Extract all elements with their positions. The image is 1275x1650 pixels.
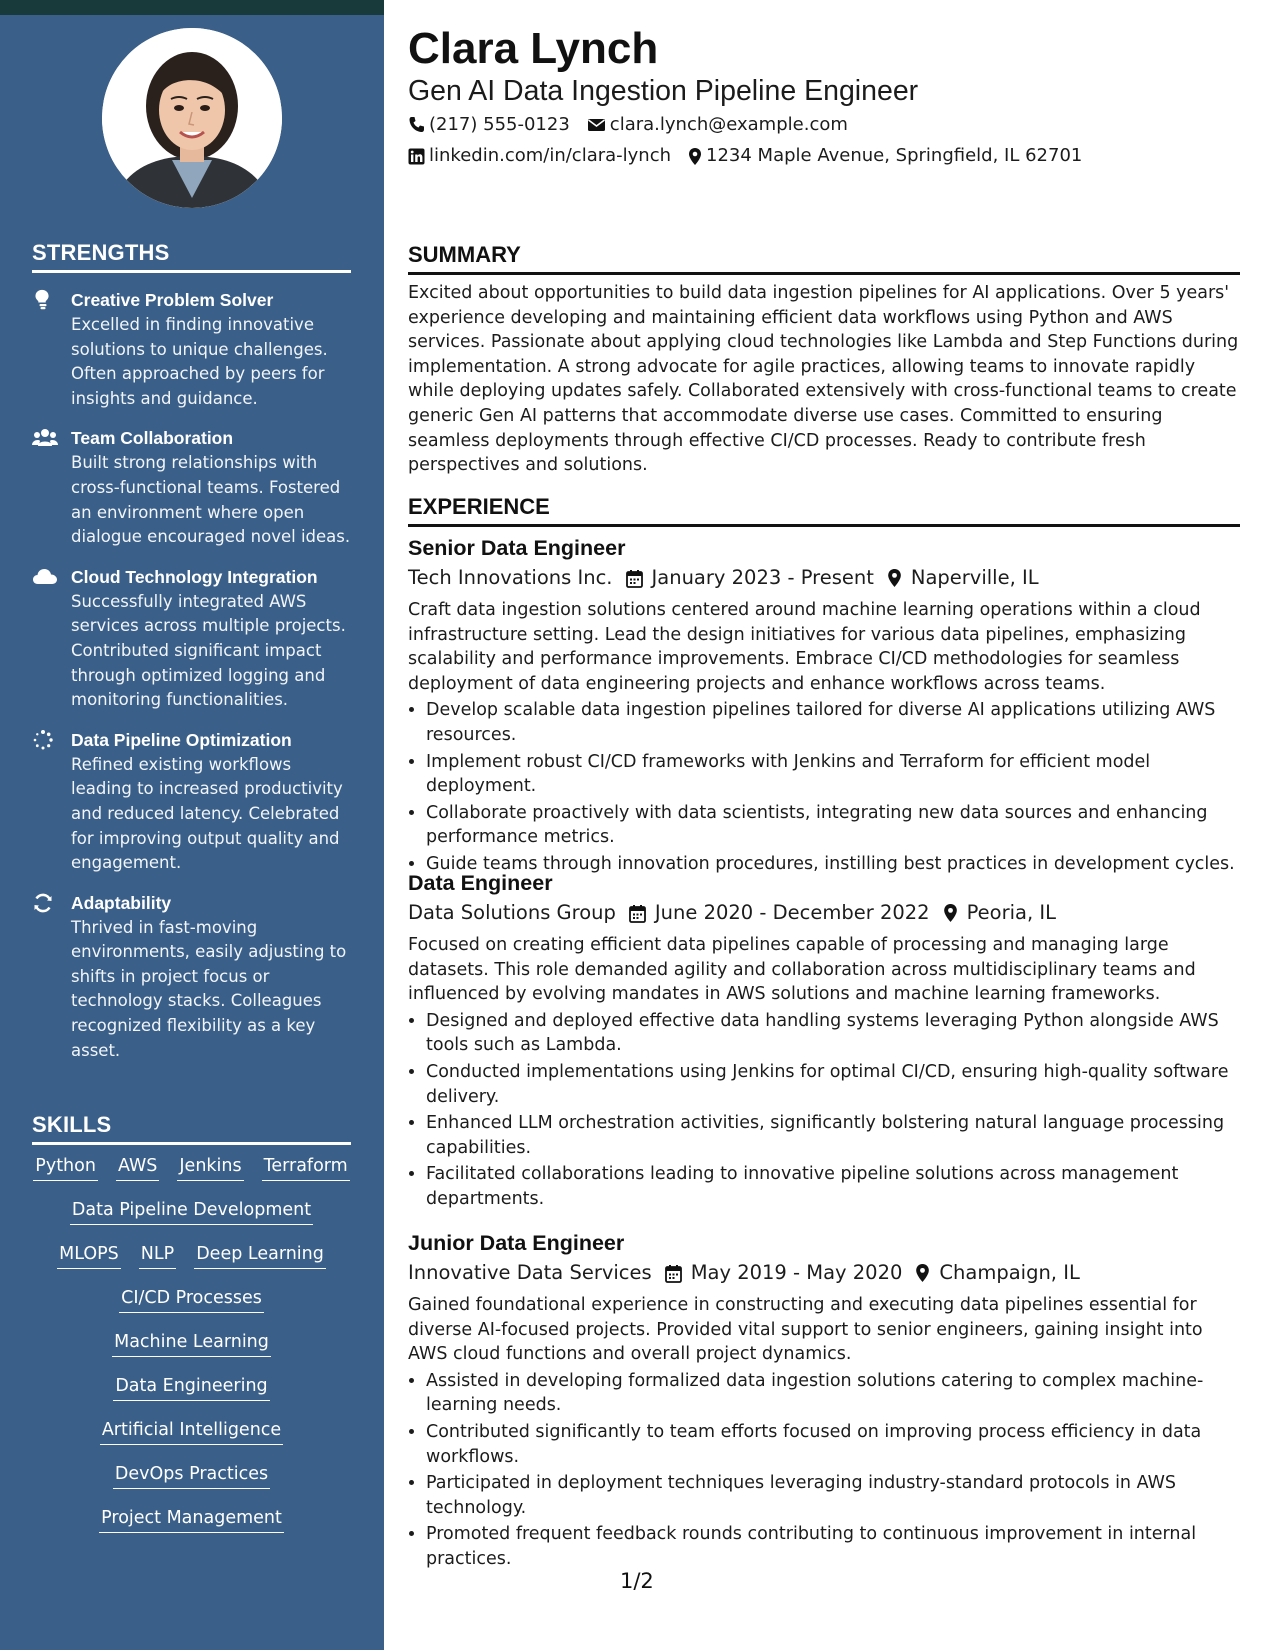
map-pin-icon bbox=[688, 147, 702, 166]
sidebar-top-bar bbox=[0, 0, 384, 15]
job-bullet: • Assisted in developing formalized data ingestion solutions catering to complex machine-learning needs. bbox=[426, 1369, 1240, 1418]
contact-row-2 bbox=[408, 143, 1099, 169]
contact-row bbox=[408, 112, 865, 138]
summary-text: Excited about opportunities to build data ingestion pipelines for AI applications. Over 5 years' experience developing and maintaining efficient data workflows using Python and AWS services. Passionate about applying cloud technologies like Lambda and Step Functions during implementation. A strong advocate for agile practices, allowing teams to innovate rapidly while deploying updates safely. Collaborated extensively with cross-functional teams to create generic Gen AI patterns that accommodate diverse use cases. Committed to ensuring seamless deployments through effective CI/CD processes. Ready to contribute fresh perspectives and solutions. bbox=[408, 283, 1239, 476]
strength-title: Creative Problem Solver bbox=[71, 290, 274, 310]
skill-tag: NLP bbox=[139, 1241, 176, 1269]
job-entry bbox=[408, 868, 1240, 1214]
job-role: Senior Data Engineer bbox=[408, 536, 626, 560]
spinner-icon bbox=[32, 729, 56, 751]
job-company bbox=[408, 898, 616, 928]
dates-text: January 2023 - Present bbox=[651, 566, 874, 589]
job-company bbox=[408, 1258, 652, 1288]
job-bullet: • Facilitated collaborations leading to innovative pipeline solutions across management departments. bbox=[426, 1162, 1240, 1211]
job-description: Gained foundational experience in constructing and executing data pipelines essential for diverse AI-focused projects. Provided vital support to senior engineers, gaining insight into AWS cloud functions and overall project dynamics. bbox=[408, 1295, 1203, 1365]
skill-tag: Terraform bbox=[262, 1153, 350, 1181]
job-bullet: • Contributed significantly to team efforts focused on improving process efficiency in data workflows. bbox=[426, 1420, 1240, 1469]
job-dates bbox=[629, 898, 930, 928]
strength-description: Excelled in finding innovative solutions to unique challenges. Often approached by peers for insights and guidance. bbox=[71, 315, 328, 408]
skill-tag: Artificial Intelligence bbox=[100, 1417, 283, 1445]
dates-text: June 2020 - December 2022 bbox=[654, 901, 930, 924]
phone-icon bbox=[408, 116, 425, 134]
job-bullet: • Promoted frequent feedback rounds contributing to continuous improvement in internal practices. bbox=[426, 1522, 1240, 1571]
job-bullet: • Enhanced LLM orchestration activities, significantly bolstering natural language processing capabilities. bbox=[426, 1111, 1240, 1160]
company-text: Data Solutions Group bbox=[408, 901, 616, 924]
phone-text: (217) 555-0123 bbox=[429, 114, 570, 135]
cloud-icon bbox=[32, 566, 56, 588]
strength-description: Refined existing workflows leading to increased productivity and reduced latency. Celebrated for improving output quality and engagement. bbox=[71, 754, 343, 873]
calendar-icon bbox=[626, 569, 643, 588]
calendar-icon bbox=[665, 1264, 682, 1283]
strength-item bbox=[32, 287, 357, 411]
job-bullet: • Participated in deployment techniques leveraging industry-standard protocols in AWS technology. bbox=[426, 1471, 1240, 1520]
skill-tag: CI/CD Processes bbox=[119, 1285, 264, 1313]
experience-heading: EXPERIENCE bbox=[408, 493, 1240, 527]
skill-tag: Data Pipeline Development bbox=[70, 1197, 313, 1225]
company-text: Tech Innovations Inc. bbox=[408, 566, 613, 589]
linkedin-text: linkedin.com/in/clara-lynch bbox=[429, 145, 672, 166]
location-text: Peoria, IL bbox=[966, 901, 1056, 924]
job-bullet: • Conducted implementations using Jenkins for optimal CI/CD, ensuring high-quality software delivery. bbox=[426, 1060, 1240, 1109]
strength-title: Team Collaboration bbox=[71, 428, 234, 449]
job-entry bbox=[408, 1228, 1240, 1574]
strength-title: Cloud Technology Integration bbox=[71, 566, 318, 587]
linkedin-icon bbox=[408, 148, 425, 165]
job-role: Junior Data Engineer bbox=[408, 1231, 625, 1255]
job-entry bbox=[408, 533, 1240, 879]
skill-tag: Jenkins bbox=[177, 1153, 243, 1181]
skill-tag: MLOPS bbox=[57, 1241, 121, 1269]
skill-tag: Data Engineering bbox=[113, 1373, 269, 1401]
address-text: 1234 Maple Avenue, Springfield, IL 62701 bbox=[706, 145, 1083, 166]
job-bullet: • Develop scalable data ingestion pipelines tailored for diverse AI applications utilizing AWS resources. bbox=[426, 698, 1240, 747]
skill-tag: DevOps Practices bbox=[113, 1461, 270, 1489]
skill-tag: Python bbox=[33, 1153, 98, 1181]
strengths-heading: STRENGTHS bbox=[32, 240, 351, 273]
avatar bbox=[102, 28, 282, 208]
strength-description: Successfully integrated AWS services across multiple projects. Contributed significant impact through optimized logging and monitoring functionalities. bbox=[71, 591, 346, 710]
job-company bbox=[408, 563, 613, 593]
map-pin-icon bbox=[915, 1263, 930, 1283]
dates-text: May 2019 - May 2020 bbox=[690, 1261, 903, 1284]
job-bullet: • Implement robust CI/CD frameworks with Jenkins and Terraform for efficient model deployment. bbox=[426, 750, 1240, 799]
page-number: 1/2 bbox=[620, 1569, 654, 1593]
job-dates bbox=[626, 563, 874, 593]
map-pin-icon bbox=[887, 568, 902, 588]
job-location bbox=[915, 1258, 1079, 1288]
skill-tag: AWS bbox=[116, 1153, 159, 1181]
strength-item bbox=[32, 564, 357, 713]
strength-description: Built strong relationships with cross-functional teams. Fostered an environment where open dialogue encouraged novel ideas. bbox=[71, 453, 351, 547]
calendar-icon bbox=[629, 904, 646, 923]
job-bullet: • Collaborate proactively with data scientists, integrating new data sources and enhancing performance metrics. bbox=[426, 801, 1240, 850]
skill-tag: Machine Learning bbox=[112, 1329, 271, 1357]
address-contact bbox=[688, 143, 1082, 169]
job-location bbox=[943, 898, 1056, 928]
job-bullets bbox=[408, 1009, 1240, 1212]
job-meta bbox=[408, 1258, 1240, 1288]
location-text: Naperville, IL bbox=[910, 566, 1039, 589]
strength-title: Adaptability bbox=[71, 892, 172, 913]
strength-description: Thrived in fast-moving environments, easily adjusting to shifts in project focus or technology stacks. Colleagues recognized flexibility as a key asset. bbox=[71, 917, 347, 1060]
strength-item bbox=[32, 727, 357, 876]
strengths-list bbox=[32, 287, 357, 1077]
skill-tag: Deep Learning bbox=[194, 1241, 326, 1269]
job-location bbox=[887, 563, 1039, 593]
skills-list bbox=[32, 1153, 351, 1533]
job-role: Data Engineer bbox=[408, 871, 553, 895]
job-meta bbox=[408, 898, 1240, 928]
job-description: Focused on creating efficient data pipelines capable of processing and managing large datasets. This role demanded agility and collaboration across multidisciplinary teams and influenced by evolving mandates in AWS solutions and machine learning frameworks. bbox=[408, 935, 1196, 1005]
lightbulb-icon bbox=[32, 289, 56, 311]
sync-icon bbox=[32, 892, 56, 914]
portrait-photo bbox=[102, 28, 282, 208]
skills-heading: SKILLS bbox=[32, 1112, 351, 1145]
job-bullet: • Guide teams through innovation procedures, instilling best practices in development cycles. bbox=[426, 852, 1240, 877]
envelope-icon bbox=[587, 117, 606, 133]
summary-heading: SUMMARY bbox=[408, 241, 1240, 275]
phone-contact bbox=[408, 112, 570, 138]
candidate-name: Clara Lynch bbox=[408, 24, 659, 73]
strength-item bbox=[32, 890, 357, 1064]
candidate-title: Gen AI Data Ingestion Pipeline Engineer bbox=[408, 75, 919, 107]
email-text: clara.lynch@example.com bbox=[609, 114, 848, 135]
map-pin-icon bbox=[943, 903, 958, 923]
linkedin-contact bbox=[408, 143, 671, 169]
users-icon bbox=[32, 427, 56, 449]
job-description: Craft data ingestion solutions centered around machine learning operations within a cloud infrastructure setting. Lead the design initiatives for various data pipelines, emphasizing scalability and performance improvements. Embrace CI/CD methodologies for seamless deployment of data engineering projects and enhance workflows across teams. bbox=[408, 600, 1201, 694]
skill-tag: Project Management bbox=[99, 1505, 284, 1533]
job-bullets bbox=[408, 698, 1240, 876]
strength-item bbox=[32, 425, 357, 549]
job-dates bbox=[665, 1258, 903, 1288]
job-meta bbox=[408, 563, 1240, 593]
job-bullets bbox=[408, 1369, 1240, 1572]
email-contact bbox=[587, 112, 848, 138]
job-bullet: • Designed and deployed effective data handling systems leveraging Python alongside AWS tools such as Lambda. bbox=[426, 1009, 1240, 1058]
strength-title: Data Pipeline Optimization bbox=[71, 729, 292, 750]
company-text: Innovative Data Services bbox=[408, 1261, 652, 1284]
sidebar bbox=[0, 0, 384, 1650]
location-text: Champaign, IL bbox=[939, 1261, 1080, 1284]
